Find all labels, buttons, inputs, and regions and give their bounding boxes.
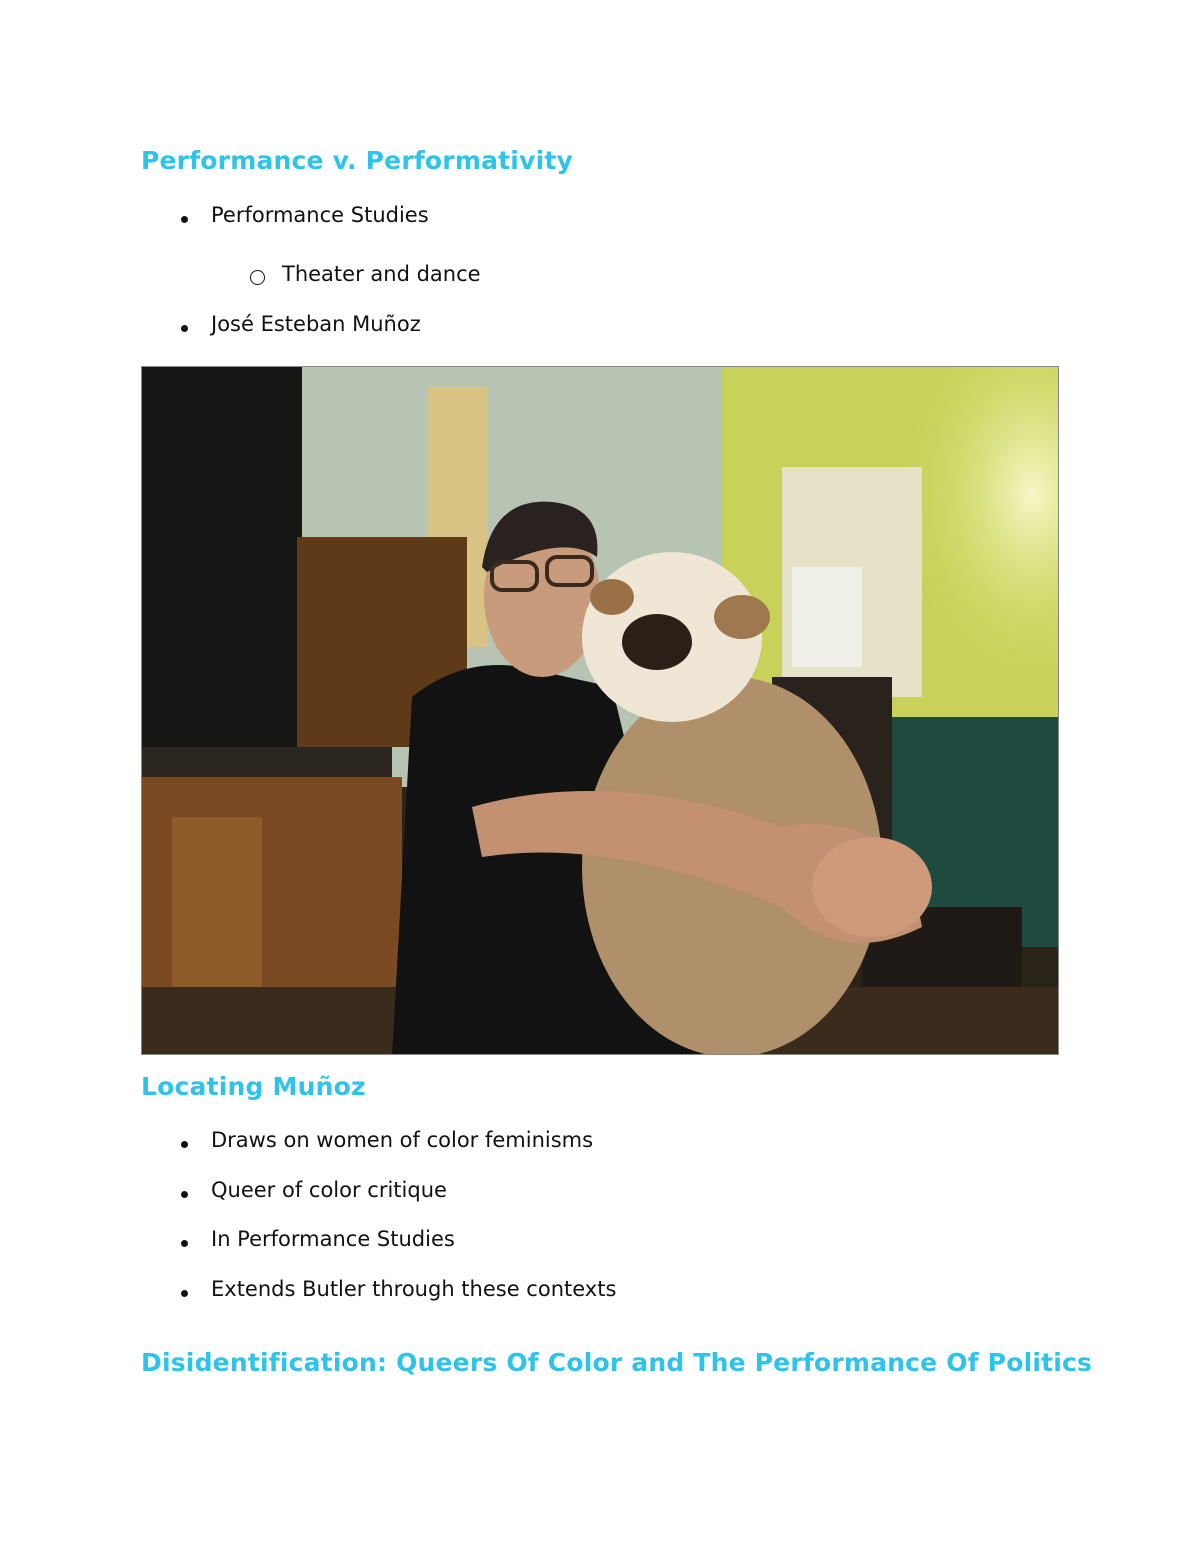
list-item: José Esteban Muñoz <box>211 312 421 336</box>
bullet-icon <box>181 1240 188 1247</box>
bullet-icon <box>181 1191 188 1198</box>
list-item: Draws on women of color feminisms <box>211 1128 594 1152</box>
sub-list-item: Theater and dance <box>282 262 481 286</box>
section-heading-disidentification: Disidentification: Queers Of Color and The Performance Of Politics <box>141 1348 1093 1377</box>
section-heading-locating: Locating Muñoz <box>141 1072 366 1101</box>
bullet-icon <box>181 1290 188 1297</box>
bullet-icon <box>181 1141 188 1148</box>
list-item: Performance Studies <box>211 203 429 227</box>
list-item: Extends Butler through these contexts <box>211 1277 617 1301</box>
section-heading-performance: Performance v. Performativity <box>141 146 573 175</box>
list-item: Queer of color critique <box>211 1178 447 1202</box>
photo-man-with-bulldog <box>141 366 1059 1055</box>
bullet-icon <box>181 216 188 223</box>
list-item: In Performance Studies <box>211 1227 455 1251</box>
photo-illustration <box>142 367 1059 1055</box>
hollow-bullet-icon <box>250 270 265 285</box>
bullet-icon <box>181 325 188 332</box>
